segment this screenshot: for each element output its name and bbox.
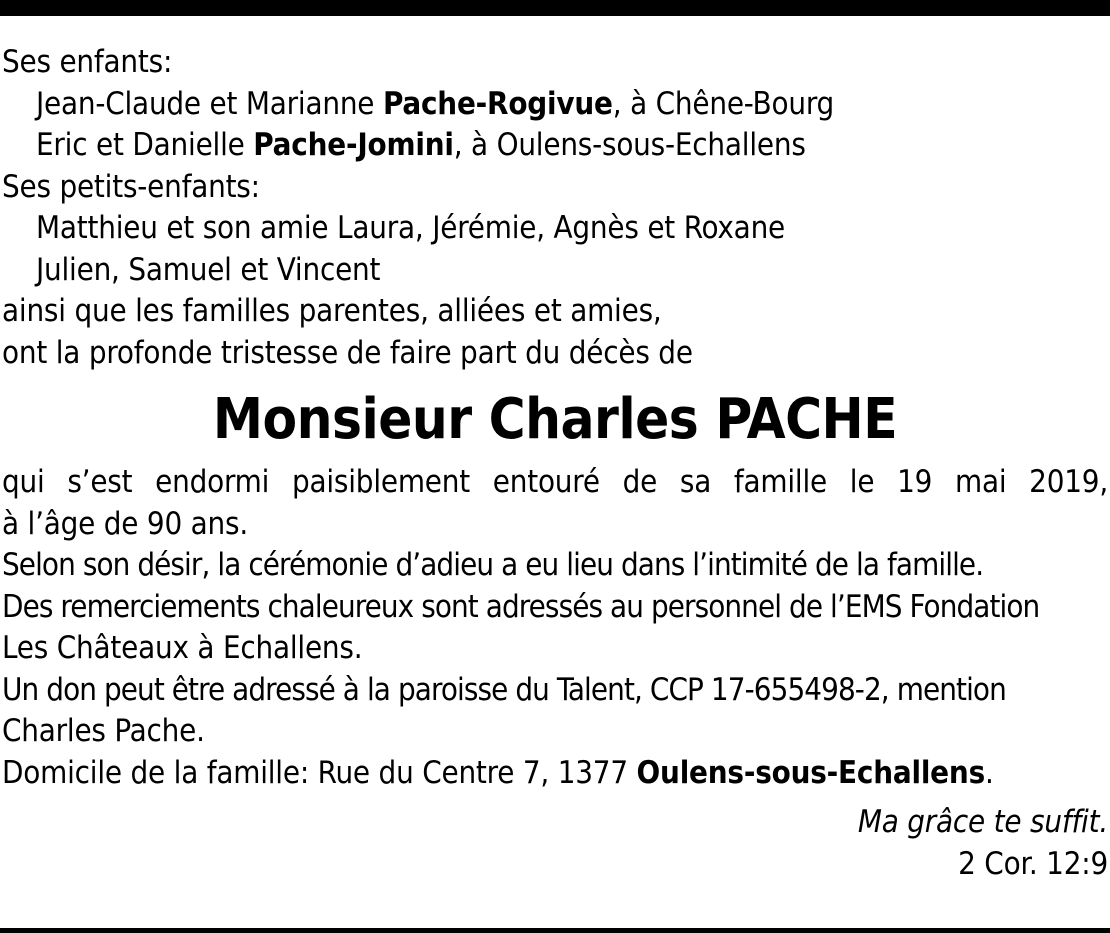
grandchildren-heading: Ses petits-enfants: xyxy=(2,168,260,205)
children-heading: Ses enfants: xyxy=(2,44,173,80)
address-prefix: Domicile de la famille: Rue du Centre 7, 1377 xyxy=(2,754,637,791)
thanks-line-2: Les Châteaux à Echallens. xyxy=(2,630,363,666)
thanks-line-1: Des remerciements chaleureux sont adressés au personnel de l’EMS Fondation xyxy=(2,588,1040,625)
child-surname: Pache-Rogivue xyxy=(382,85,613,122)
child-family-2 xyxy=(2,125,1108,167)
child-names: Eric et Danielle xyxy=(36,127,245,163)
bible-quote: Ma grâce te suffit. xyxy=(857,804,1108,840)
death-line-2: à l’âge de 90 ans. xyxy=(2,505,248,542)
donation-line-1: Un don peut être adressé à la paroisse du Talent, CCP 17-655498-2, mention xyxy=(2,671,1006,708)
child-family-1 xyxy=(2,84,1108,126)
bottom-border-rule xyxy=(0,928,1110,933)
address-town: Oulens-sous-Echallens xyxy=(636,754,985,791)
donation-line-2: Charles Pache. xyxy=(2,713,205,749)
family-address xyxy=(2,753,1108,795)
deceased-name: Monsieur Charles PACHE xyxy=(212,387,898,452)
child-place: , à Chêne-Bourg xyxy=(612,85,835,122)
child-surname: Pache-Jomini xyxy=(253,127,454,163)
families-line: ainsi que les familles parentes, alliées et amies, xyxy=(2,293,662,329)
child-place: , à Oulens-sous-Echallens xyxy=(453,127,806,163)
ceremony-line: Selon son désir, la cérémonie d’adieu a eu lieu dans l’intimité de la famille. xyxy=(2,547,984,583)
obituary-notice xyxy=(2,42,1108,885)
announcement-line: ont la profonde tristesse de faire part du décès de xyxy=(2,334,693,371)
grandchildren-line-2: Julien, Samuel et Vincent xyxy=(36,251,381,288)
bible-reference: 2 Cor. 12:9 xyxy=(958,845,1108,882)
grandchildren-line-1: Matthieu et son amie Laura, Jérémie, Agnès et Roxane xyxy=(36,210,786,246)
child-names: Jean-Claude et Marianne xyxy=(36,85,375,122)
top-border-rule xyxy=(0,0,1110,16)
death-line-1: qui s’est endormi paisiblement entouré de sa famille le 19 mai 2019, xyxy=(2,464,1108,500)
address-suffix: . xyxy=(984,754,994,791)
